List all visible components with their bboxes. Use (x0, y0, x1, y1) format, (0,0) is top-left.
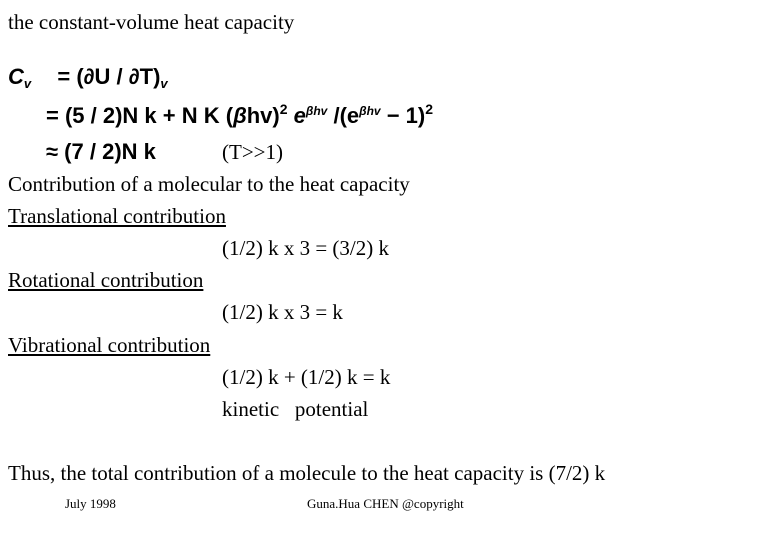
rotational-label: Rotational contribution (8, 268, 204, 292)
eq2-part2: hv) (246, 103, 280, 128)
high-temperature-condition: (T>>1) (222, 140, 284, 164)
eq2-square: 2 (279, 101, 288, 117)
contribution-heading: Contribution of a molecular to the heat capacity (8, 172, 410, 196)
equation-line-1 (8, 66, 168, 90)
eq2-part4: − 1) (380, 103, 426, 128)
cv-subscript: v (23, 76, 32, 91)
translational-value: (1/2) k x 3 = (3/2) k (222, 236, 389, 260)
eq2-square-2: 2 (425, 101, 434, 117)
vibrational-label: Vibrational contribution (8, 333, 211, 357)
exp-base: e (293, 103, 306, 128)
partial-subscript: v (160, 76, 168, 91)
exp-power: βhv (305, 104, 328, 118)
equation-line-2 (46, 102, 433, 127)
exp-power-2: βhv (359, 104, 381, 118)
rotational-value: (1/2) k x 3 = k (222, 300, 343, 324)
translational-label: Translational contribution (8, 204, 226, 228)
eq3-text: ≈ (7 / 2)N k (46, 139, 156, 164)
conclusion-text: Thus, the total contribution of a molecule to the heat capacity is (7/2) k (8, 461, 606, 485)
footer-date: July 1998 (65, 496, 116, 511)
page-heading: the constant-volume heat capacity (8, 10, 295, 34)
vibrational-value: (1/2) k + (1/2) k = k (222, 365, 391, 389)
footer-credit: Guna.Hua CHEN @copyright (307, 496, 464, 511)
cv-symbol: C (8, 64, 24, 89)
partial-derivative: = (∂U / ∂T) (57, 64, 161, 89)
equation-line-3 (46, 141, 156, 163)
vibrational-terms: kinetic potential (222, 397, 369, 421)
eq2-part3: /(e (333, 103, 360, 128)
beta-symbol: β (233, 103, 247, 128)
eq2-part1: = (5 / 2)N k + N K ( (46, 103, 234, 128)
